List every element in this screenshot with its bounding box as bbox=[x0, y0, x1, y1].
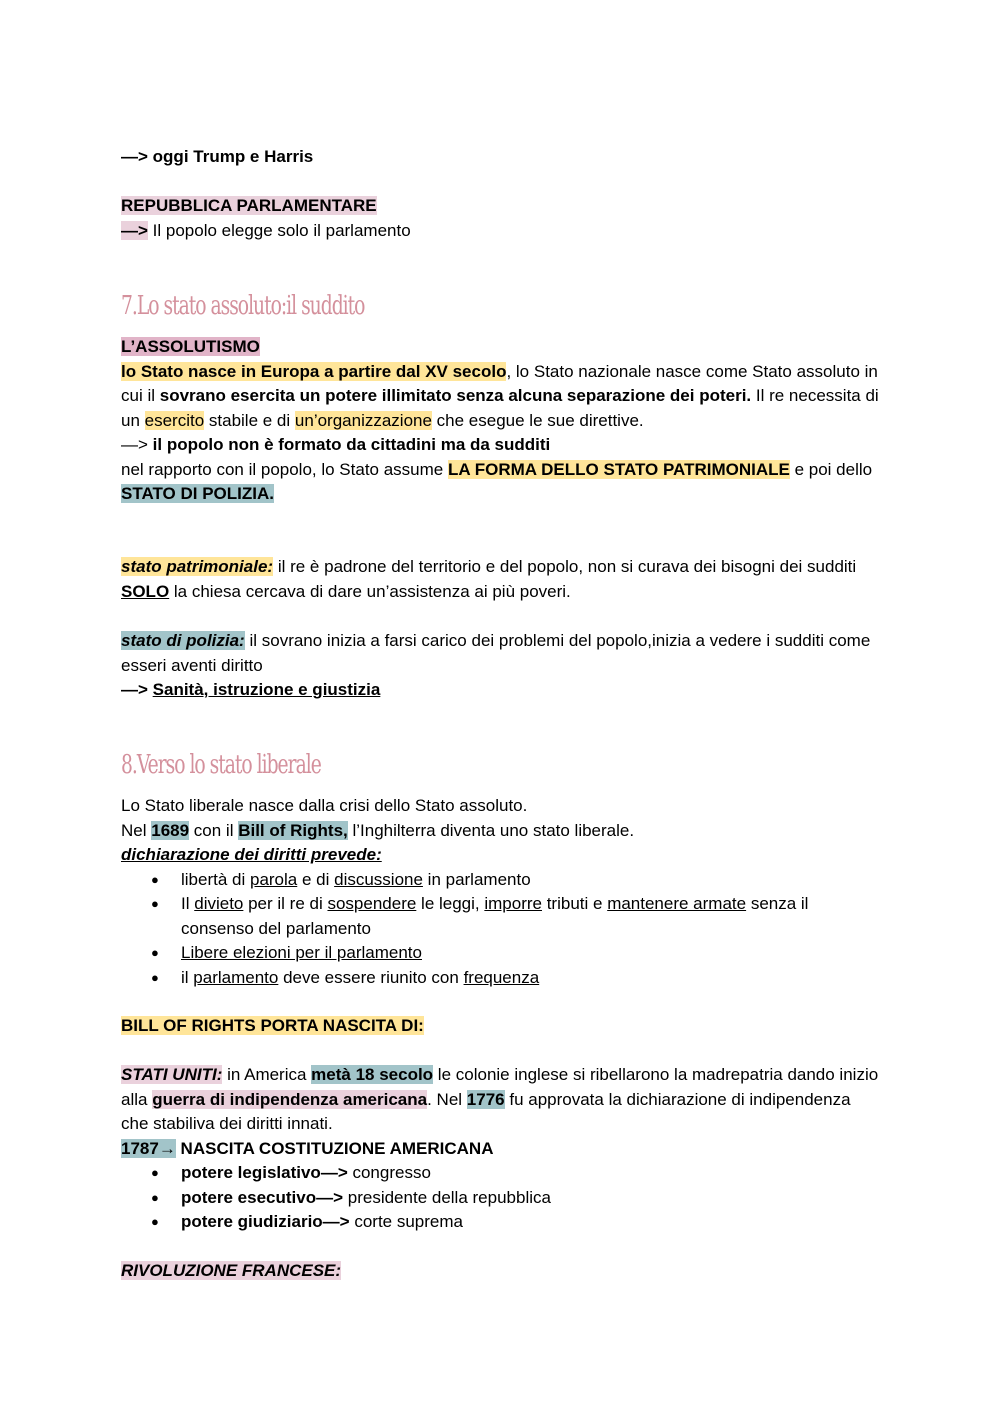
rights-list bbox=[121, 868, 881, 991]
subtitle: L’ASSOLUTISMO bbox=[121, 337, 260, 356]
bill-of-rights-title: BILL OF RIGHTS PORTA NASCITA DI: bbox=[121, 1016, 424, 1035]
list-item: ● potere esecutivo—> presidente della repubblica bbox=[121, 1186, 881, 1211]
list-item: ● Il divieto per il re di sospendere le leggi, imporre tributi e mantenere armate senza il consenso del parlamento bbox=[121, 892, 881, 941]
section-label: REPUBBLICA PARLAMENTARE bbox=[121, 196, 377, 215]
heading-7: 7.Lo stato assoluto:il suddito bbox=[121, 291, 365, 321]
list-item: ● il parlamento deve essere riunito con frequenza bbox=[121, 966, 881, 991]
paragraph: lo Stato nasce in Europa a partire dal XV secolo, lo Stato nazionale nasce come Stato assoluto in cui il sovrano esercita un potere illimitato senza alcuna separazione dei poteri. Il re necessita di un esercito stabile e di un’organizzazione che esegue le sue direttive. bbox=[121, 361, 879, 430]
stati-uniti-block: STATI UNITI: in America metà 18 secolo le colonie inglese si ribellarono la madrepatria dando inizio alla guerra di indipendenza americana. Nel 1776 fu approvata la dichiarazione di indipendenza che stabiliva dei diritti innati. 1787→ NASCITA COSTITUZIONE AMERICANA ● potere legislativo—> congresso ● potere esecutivo—> presidente della repubblica ● potere giudiziario—> corte suprema bbox=[121, 1063, 881, 1235]
heading-8: 8.Verso lo stato liberale bbox=[121, 750, 321, 780]
stato-liberale-block: Lo Stato liberale nasce dalla crisi dello Stato assoluto. Nel 1689 con il Bill of Rights, l’Inghilterra diventa uno stato liberale. dichiarazione dei diritti prevede: ● libertà di parola e di discussione in parlamento ● Il divieto per il re di sospendere le leggi, imporre tributi e mantenere armate senza il consenso del parlamento ● Libere elezioni per il parlamento ● il parlamento deve essere riunito con frequenza bbox=[121, 794, 881, 990]
list-item: ● potere legislativo—> congresso bbox=[121, 1161, 881, 1186]
rivoluzione-francese-title: RIVOLUZIONE FRANCESE: bbox=[121, 1261, 342, 1280]
stato-polizia-block: stato di polizia: il sovrano inizia a farsi carico dei problemi del popolo,inizia a vedere i sudditi come esseri aventi diritto —> Sanità, istruzione e giustizia bbox=[121, 631, 871, 699]
assolutismo-block: L’ASSOLUTISMO lo Stato nasce in Europa a partire dal XV secolo, lo Stato nazionale nasce come Stato assoluto in cui il sovrano esercita un potere illimitato senza alcuna separazione dei poteri. Il re necessita di un esercito stabile e di un’organizzazione che esegue le sue direttive. —> il popolo non è formato da cittadini ma da sudditi nel rapporto con il popolo, lo Stato assume LA FORMA DELLO STATO PATRIMONIALE e poi dello STATO DI POLIZIA. bbox=[121, 335, 881, 507]
list-item: ● potere giudiziario—> corte suprema bbox=[121, 1210, 881, 1235]
repubblica-parlamentare-block: REPUBBLICA PARLAMENTARE —> Il popolo elegge solo il parlamento bbox=[121, 196, 411, 240]
powers-list bbox=[121, 1161, 881, 1235]
stato-patrimoniale-block: stato patrimoniale: il re è padrone del territorio e del popolo, non si curava dei bisogni dei sudditi SOLO la chiesa cercava di dare un’assistenza ai più poveri. bbox=[121, 557, 857, 601]
list-item: ● Libere elezioni per il parlamento bbox=[121, 941, 881, 966]
trump-harris-line: —> oggi Trump e Harris bbox=[121, 147, 314, 166]
list-item: ● libertà di parola e di discussione in parlamento bbox=[121, 868, 881, 893]
